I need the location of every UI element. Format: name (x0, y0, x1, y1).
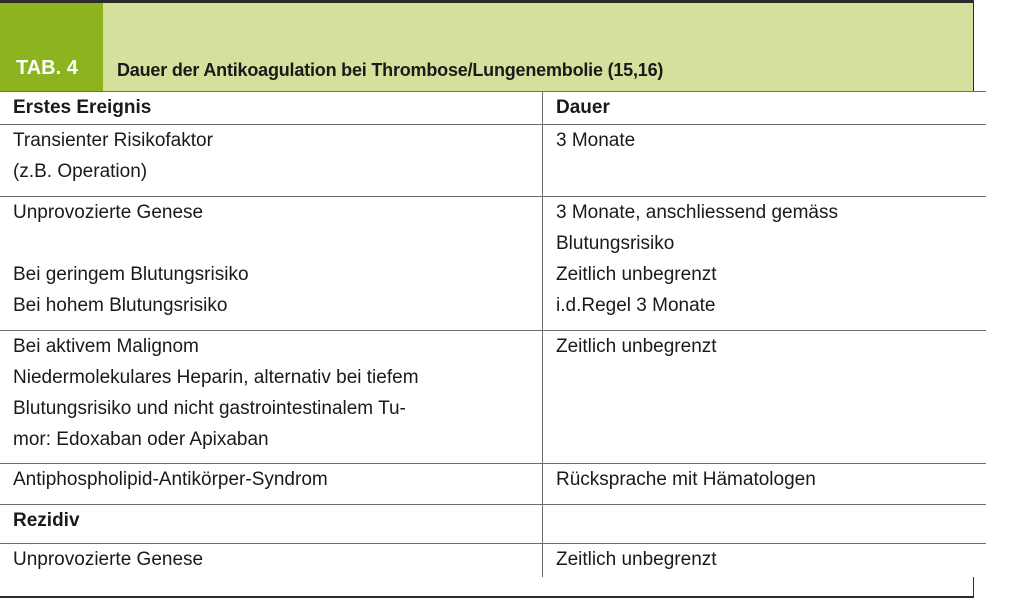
row-duration-cell (543, 125, 987, 197)
table-column-header-row (0, 92, 986, 125)
table-number-badge (0, 3, 103, 91)
cell-line: Unprovozierte Genese (13, 202, 204, 223)
column-header-event: Erstes Ereignis (0, 92, 543, 125)
cell-line: Bei aktivem Malignom (13, 336, 199, 357)
section-header-empty-cell (543, 505, 987, 544)
cell-line: Zeitlich unbegrenzt (556, 336, 717, 357)
anticoagulation-table (0, 91, 986, 577)
cell-line: Blutungsrisiko und nicht gastrointestinalem Tu- (13, 398, 406, 419)
table-number-label: TAB. 4 (16, 57, 78, 79)
table-title: Dauer der Antikoagulation bei Thrombose/Lungenembolie (15,16) (117, 60, 664, 80)
row-event-cell (0, 125, 543, 197)
cell-line: Rücksprache mit Hämatologen (556, 469, 816, 490)
table-section-header-row (0, 505, 986, 544)
cell-line: Bei hohem Blutungsrisiko (13, 295, 228, 316)
table-row (0, 464, 986, 505)
cell-line: Unprovozierte Genese (13, 549, 204, 570)
cell-line: 3 Monate, anschliessend gemäss (556, 202, 838, 223)
cell-spacer (13, 228, 542, 259)
cell-line: 3 Monate (556, 130, 636, 151)
cell-line: (z.B. Operation) (13, 161, 148, 182)
table-header-band (0, 3, 973, 91)
cell-line: Transienter Risikofaktor (13, 130, 213, 151)
table-row (0, 331, 986, 464)
table-row (0, 125, 986, 197)
cell-line: i.d.Regel 3 Monate (556, 295, 716, 316)
cell-line: Niedermolekulares Heparin, alternativ bei tiefem (13, 367, 419, 388)
row-event-cell (0, 544, 543, 577)
table-row (0, 197, 986, 331)
row-duration-cell (543, 464, 987, 505)
row-event-cell (0, 197, 543, 331)
cell-line: mor: Edoxaban oder Apixaban (13, 429, 269, 450)
row-duration-cell (543, 331, 987, 464)
cell-line: Zeitlich unbegrenzt (556, 549, 717, 570)
cell-line: Antiphospholipid-Antikörper-Syndrom (13, 469, 328, 490)
cell-line: Bei geringem Blutungsrisiko (13, 264, 249, 285)
cell-line: Blutungsrisiko (556, 233, 675, 254)
table-row (0, 544, 986, 577)
column-header-duration: Dauer (543, 92, 987, 125)
cell-line: Zeitlich unbegrenzt (556, 264, 717, 285)
row-event-cell (0, 464, 543, 505)
row-duration-cell (543, 544, 987, 577)
row-event-cell (0, 331, 543, 464)
row-duration-cell (543, 197, 987, 331)
section-header-recurrence: Rezidiv (0, 505, 543, 544)
